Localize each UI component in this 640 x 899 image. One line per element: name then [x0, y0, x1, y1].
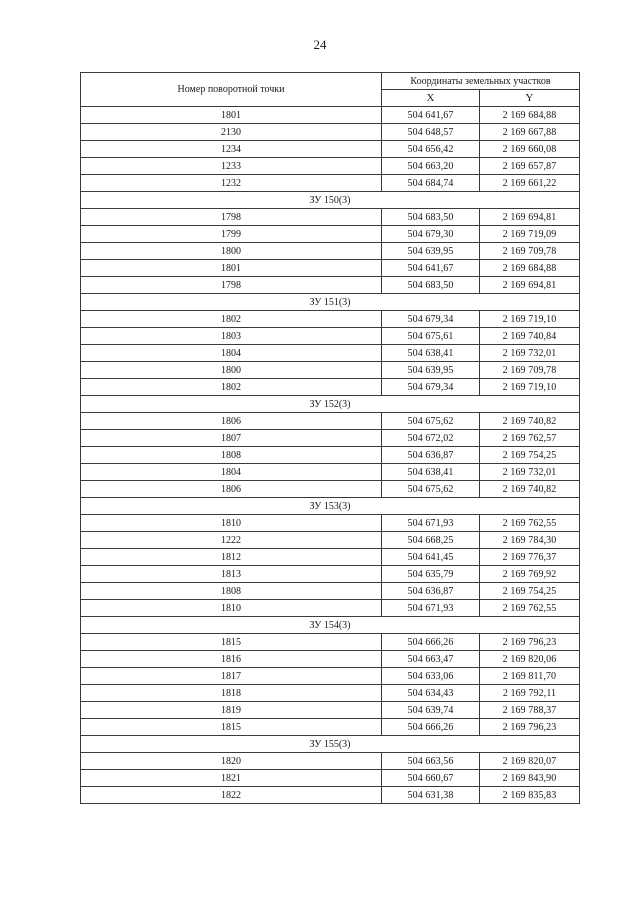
section-row	[81, 498, 580, 515]
y-coordinate-cell: 2 169 719,09	[480, 226, 580, 243]
y-coordinate-cell: 2 169 762,55	[480, 600, 580, 617]
y-coordinate-cell: 2 169 811,70	[480, 668, 580, 685]
table-row	[81, 328, 580, 345]
x-coordinate-cell: 504 684,74	[382, 175, 480, 192]
point-number-cell: 1799	[81, 226, 382, 243]
x-coordinate-cell: 504 663,20	[382, 158, 480, 175]
x-coordinate-cell: 504 641,45	[382, 549, 480, 566]
table-row	[81, 600, 580, 617]
table-row	[81, 311, 580, 328]
x-coordinate-cell: 504 660,67	[382, 770, 480, 787]
section-label: ЗУ 151(3)	[81, 294, 580, 311]
section-label: ЗУ 154(3)	[81, 617, 580, 634]
table-row	[81, 379, 580, 396]
table-row	[81, 770, 580, 787]
point-number-cell: 1820	[81, 753, 382, 770]
section-label: ЗУ 155(3)	[81, 736, 580, 753]
section-row	[81, 396, 580, 413]
table-row	[81, 158, 580, 175]
point-number-cell: 1806	[81, 413, 382, 430]
y-coordinate-cell: 2 169 792,11	[480, 685, 580, 702]
page-number: 24	[313, 37, 327, 52]
x-coordinate-cell: 504 675,61	[382, 328, 480, 345]
table-row	[81, 549, 580, 566]
x-coordinate-cell: 504 639,74	[382, 702, 480, 719]
point-number-cell: 1813	[81, 566, 382, 583]
y-coordinate-cell: 2 169 796,23	[480, 719, 580, 736]
table-row	[81, 413, 580, 430]
y-coordinate-cell: 2 169 784,30	[480, 532, 580, 549]
section-row	[81, 294, 580, 311]
x-coordinate-cell: 504 648,57	[382, 124, 480, 141]
x-coordinate-cell: 504 666,26	[382, 719, 480, 736]
point-number-cell: 1819	[81, 702, 382, 719]
y-coordinate-cell: 2 169 769,92	[480, 566, 580, 583]
table-row	[81, 175, 580, 192]
x-coordinate-cell: 504 641,67	[382, 260, 480, 277]
point-number-cell: 1801	[81, 260, 382, 277]
y-coordinate-cell: 2 169 684,88	[480, 107, 580, 124]
section-label: ЗУ 150(3)	[81, 192, 580, 209]
y-coordinate-cell: 2 169 732,01	[480, 345, 580, 362]
y-coordinate-cell: 2 169 694,81	[480, 277, 580, 294]
table-header	[81, 73, 580, 107]
x-coordinate-cell: 504 634,43	[382, 685, 480, 702]
x-coordinate-cell: 504 671,93	[382, 515, 480, 532]
y-coordinate-cell: 2 169 820,07	[480, 753, 580, 770]
y-coordinate-cell: 2 169 776,37	[480, 549, 580, 566]
point-number-cell: 1815	[81, 719, 382, 736]
x-coordinate-cell: 504 671,93	[382, 600, 480, 617]
y-coordinate-cell: 2 169 719,10	[480, 311, 580, 328]
point-number-cell: 1803	[81, 328, 382, 345]
point-number-cell: 1808	[81, 583, 382, 600]
point-number-cell: 1815	[81, 634, 382, 651]
table-row	[81, 107, 580, 124]
point-number-cell: 1810	[81, 515, 382, 532]
y-coordinate-cell: 2 169 740,82	[480, 481, 580, 498]
y-coordinate-cell: 2 169 754,25	[480, 583, 580, 600]
section-row	[81, 192, 580, 209]
point-number-cell: 2130	[81, 124, 382, 141]
section-row	[81, 617, 580, 634]
table-row	[81, 515, 580, 532]
x-coordinate-cell: 504 638,41	[382, 345, 480, 362]
x-coordinate-cell: 504 683,50	[382, 209, 480, 226]
table-row	[81, 362, 580, 379]
table-row	[81, 260, 580, 277]
x-coordinate-cell: 504 663,47	[382, 651, 480, 668]
point-number-cell: 1222	[81, 532, 382, 549]
point-number-cell: 1822	[81, 787, 382, 804]
table-row	[81, 532, 580, 549]
x-coordinate-cell: 504 633,06	[382, 668, 480, 685]
point-number-cell: 1810	[81, 600, 382, 617]
table-row	[81, 787, 580, 804]
table-row	[81, 753, 580, 770]
x-coordinate-cell: 504 679,34	[382, 311, 480, 328]
x-coordinate-cell: 504 636,87	[382, 583, 480, 600]
y-coordinate-cell: 2 169 835,83	[480, 787, 580, 804]
y-coordinate-cell: 2 169 709,78	[480, 362, 580, 379]
y-coordinate-cell: 2 169 684,88	[480, 260, 580, 277]
y-coordinate-cell: 2 169 694,81	[480, 209, 580, 226]
table-row	[81, 430, 580, 447]
point-number-cell: 1806	[81, 481, 382, 498]
header-coordinates: Координаты земельных участков	[382, 73, 580, 90]
point-number-cell: 1808	[81, 447, 382, 464]
point-number-cell: 1798	[81, 209, 382, 226]
y-coordinate-cell: 2 169 843,90	[480, 770, 580, 787]
table-row	[81, 634, 580, 651]
y-coordinate-cell: 2 169 667,88	[480, 124, 580, 141]
y-coordinate-cell: 2 169 657,87	[480, 158, 580, 175]
x-coordinate-cell: 504 679,34	[382, 379, 480, 396]
y-coordinate-cell: 2 169 709,78	[480, 243, 580, 260]
y-coordinate-cell: 2 169 732,01	[480, 464, 580, 481]
table-row	[81, 464, 580, 481]
table-row	[81, 719, 580, 736]
point-number-cell: 1821	[81, 770, 382, 787]
x-coordinate-cell: 504 635,79	[382, 566, 480, 583]
point-number-cell: 1800	[81, 362, 382, 379]
table-row	[81, 702, 580, 719]
table-row	[81, 243, 580, 260]
section-label: ЗУ 153(3)	[81, 498, 580, 515]
table-body	[81, 107, 580, 804]
y-coordinate-cell: 2 169 740,82	[480, 413, 580, 430]
x-coordinate-cell: 504 639,95	[382, 243, 480, 260]
x-coordinate-cell: 504 679,30	[382, 226, 480, 243]
y-coordinate-cell: 2 169 660,08	[480, 141, 580, 158]
table-row	[81, 141, 580, 158]
x-coordinate-cell: 504 666,26	[382, 634, 480, 651]
section-row	[81, 736, 580, 753]
x-coordinate-cell: 504 638,41	[382, 464, 480, 481]
y-coordinate-cell: 2 169 762,57	[480, 430, 580, 447]
header-point-number: Номер поворотной точки	[81, 73, 382, 107]
point-number-cell: 1232	[81, 175, 382, 192]
point-number-cell: 1801	[81, 107, 382, 124]
table-row	[81, 226, 580, 243]
x-coordinate-cell: 504 675,62	[382, 481, 480, 498]
table-row	[81, 124, 580, 141]
x-coordinate-cell: 504 683,50	[382, 277, 480, 294]
y-coordinate-cell: 2 169 788,37	[480, 702, 580, 719]
point-number-cell: 1234	[81, 141, 382, 158]
y-coordinate-cell: 2 169 796,23	[480, 634, 580, 651]
x-coordinate-cell: 504 668,25	[382, 532, 480, 549]
coordinates-table	[80, 72, 580, 804]
x-coordinate-cell: 504 631,38	[382, 787, 480, 804]
table-row	[81, 209, 580, 226]
point-number-cell: 1807	[81, 430, 382, 447]
x-coordinate-cell: 504 639,95	[382, 362, 480, 379]
y-coordinate-cell: 2 169 754,25	[480, 447, 580, 464]
table-row	[81, 566, 580, 583]
x-coordinate-cell: 504 656,42	[382, 141, 480, 158]
x-coordinate-cell: 504 641,67	[382, 107, 480, 124]
y-coordinate-cell: 2 169 820,06	[480, 651, 580, 668]
x-coordinate-cell: 504 636,87	[382, 447, 480, 464]
header-x: X	[382, 90, 480, 107]
y-coordinate-cell: 2 169 661,22	[480, 175, 580, 192]
table-row	[81, 583, 580, 600]
table-row	[81, 447, 580, 464]
point-number-cell: 1798	[81, 277, 382, 294]
x-coordinate-cell: 504 672,02	[382, 430, 480, 447]
x-coordinate-cell: 504 675,62	[382, 413, 480, 430]
point-number-cell: 1817	[81, 668, 382, 685]
table-row	[81, 345, 580, 362]
table-row	[81, 685, 580, 702]
point-number-cell: 1804	[81, 345, 382, 362]
point-number-cell: 1233	[81, 158, 382, 175]
point-number-cell: 1816	[81, 651, 382, 668]
y-coordinate-cell: 2 169 719,10	[480, 379, 580, 396]
table-row	[81, 651, 580, 668]
point-number-cell: 1802	[81, 379, 382, 396]
x-coordinate-cell: 504 663,56	[382, 753, 480, 770]
point-number-cell: 1802	[81, 311, 382, 328]
y-coordinate-cell: 2 169 740,84	[480, 328, 580, 345]
header-y: Y	[480, 90, 580, 107]
table-row	[81, 481, 580, 498]
y-coordinate-cell: 2 169 762,55	[480, 515, 580, 532]
section-label: ЗУ 152(3)	[81, 396, 580, 413]
point-number-cell: 1818	[81, 685, 382, 702]
table-row	[81, 668, 580, 685]
table-row	[81, 277, 580, 294]
point-number-cell: 1800	[81, 243, 382, 260]
point-number-cell: 1804	[81, 464, 382, 481]
point-number-cell: 1812	[81, 549, 382, 566]
